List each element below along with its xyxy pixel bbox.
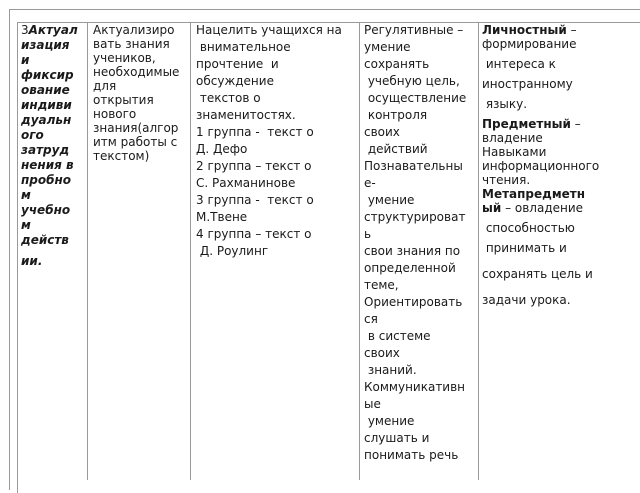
- goal-line: итм работы с: [93, 135, 178, 149]
- goal-line: нового: [93, 107, 137, 121]
- stage-number: 3: [21, 23, 29, 37]
- activity-line: прочтение и: [196, 57, 279, 71]
- result-line: Навыками: [482, 145, 547, 159]
- column-divider: [87, 23, 88, 480]
- stage-title-line: затруд: [21, 143, 70, 157]
- uud-line: сохранять: [364, 57, 430, 71]
- result-line: способностью: [482, 221, 575, 235]
- activity-line: текстов о: [196, 91, 261, 105]
- stage-cell: [21, 23, 83, 480]
- uud-line: Ориентировать: [364, 295, 463, 309]
- activity-line: Д. Дефо: [196, 142, 248, 156]
- goal-line: необходимые: [93, 65, 180, 79]
- activity-line: М.Твене: [196, 210, 248, 224]
- meta-label: ый: [482, 201, 502, 215]
- stage-title-line: ование: [21, 83, 70, 97]
- uud-line: структурироват: [364, 210, 466, 224]
- goal-cell: [93, 23, 187, 480]
- result-line: интереса к: [482, 57, 556, 71]
- result-line: Предметный – владение: [482, 117, 585, 145]
- uud-line: Регулятивные –: [364, 23, 464, 37]
- activity-line: 4 группа – текст о: [196, 227, 312, 241]
- uud-line: Познавательны: [364, 159, 463, 173]
- activity-line: Нацелить учащихся на: [196, 23, 342, 37]
- stage-title-line: дуальн: [21, 113, 72, 127]
- meta-label: Метапредметн: [482, 187, 586, 201]
- stage-title-line: пробно: [21, 173, 72, 187]
- goal-line: открытия: [93, 93, 154, 107]
- stage-title-line: ого: [21, 128, 44, 142]
- result-line: [482, 187, 610, 201]
- uud-line: слушать и: [364, 431, 430, 445]
- activity-line: 1 группа - текст о: [196, 125, 314, 139]
- uud-line: ые: [364, 397, 381, 411]
- goal-line: текстом): [93, 149, 150, 163]
- uud-line: действий: [364, 142, 428, 156]
- result-line: Личностный – формирование: [482, 23, 581, 51]
- column-divider: [478, 23, 479, 480]
- activity-line: С. Рахманинове: [196, 176, 296, 190]
- uud-line: ся: [364, 312, 378, 326]
- uud-line: учебную цель,: [364, 74, 460, 88]
- activity-line: Д. Роулинг: [196, 244, 269, 258]
- uud-line: своих: [364, 125, 400, 139]
- activity-line: 2 группа – текст о: [196, 159, 312, 173]
- stage-title-line: ии.: [21, 254, 43, 268]
- stage-title-line: изация: [21, 38, 70, 52]
- stage-title-line: м: [21, 218, 31, 232]
- stage-title-line: нения в: [21, 158, 74, 172]
- result-line: ый – овладение: [482, 201, 584, 215]
- uud-line: контроля: [364, 108, 428, 122]
- stage-title-line: индиви: [21, 98, 72, 112]
- activity-line: знаменитостях.: [196, 108, 296, 122]
- result-line: задачи урока.: [482, 293, 571, 307]
- result-line: иностранному: [482, 77, 573, 91]
- activity-line: 3 группа - текст о: [196, 193, 314, 207]
- result-line: информационного чтения.: [482, 159, 604, 187]
- uud-line: Коммуникативн: [364, 380, 466, 394]
- uud-line: умение: [364, 414, 415, 428]
- uud-line: определенной: [364, 261, 456, 275]
- stage-title-line: м: [21, 188, 31, 202]
- uud-line: свои знания по: [364, 244, 461, 258]
- column-divider: [359, 23, 360, 480]
- personal-label: Личностный: [482, 23, 567, 37]
- results-cell: [482, 23, 610, 480]
- goal-line: для: [93, 79, 117, 93]
- stage-title-line: 3Актуал: [21, 23, 78, 37]
- uud-line: осуществление: [364, 91, 467, 105]
- uud-line: знаний.: [364, 363, 417, 377]
- goal-line: знания(алгор: [93, 121, 179, 135]
- stage-title-line: и: [21, 53, 30, 67]
- uud-line: теме,: [364, 278, 399, 292]
- column-divider: [190, 23, 191, 480]
- uud-line: умение: [364, 193, 415, 207]
- uud-line: своих: [364, 346, 400, 360]
- result-line: языку.: [482, 97, 528, 111]
- activity-line: обсуждение: [196, 74, 274, 88]
- stage-title-line: действ: [21, 233, 69, 247]
- goal-line: вать знания: [93, 37, 170, 51]
- goal-line: учеников,: [93, 51, 156, 65]
- uud-line: умение: [364, 40, 411, 54]
- goal-line: Актуализиро: [93, 23, 175, 37]
- teacher-activity-cell: [196, 23, 354, 480]
- uud-line: понимать речь: [364, 448, 459, 462]
- stage-title-line: учебно: [21, 203, 71, 217]
- uud-cell: [364, 23, 474, 480]
- uud-line: в системе: [364, 329, 431, 343]
- stage-title-line: фиксир: [21, 68, 74, 82]
- uud-line: е-: [364, 176, 376, 190]
- result-line: принимать и: [482, 241, 567, 255]
- result-line: сохранять цель и: [482, 267, 593, 281]
- uud-line: ь: [364, 227, 372, 241]
- subject-label: Предметный: [482, 117, 571, 131]
- activity-line: внимательное: [196, 40, 291, 54]
